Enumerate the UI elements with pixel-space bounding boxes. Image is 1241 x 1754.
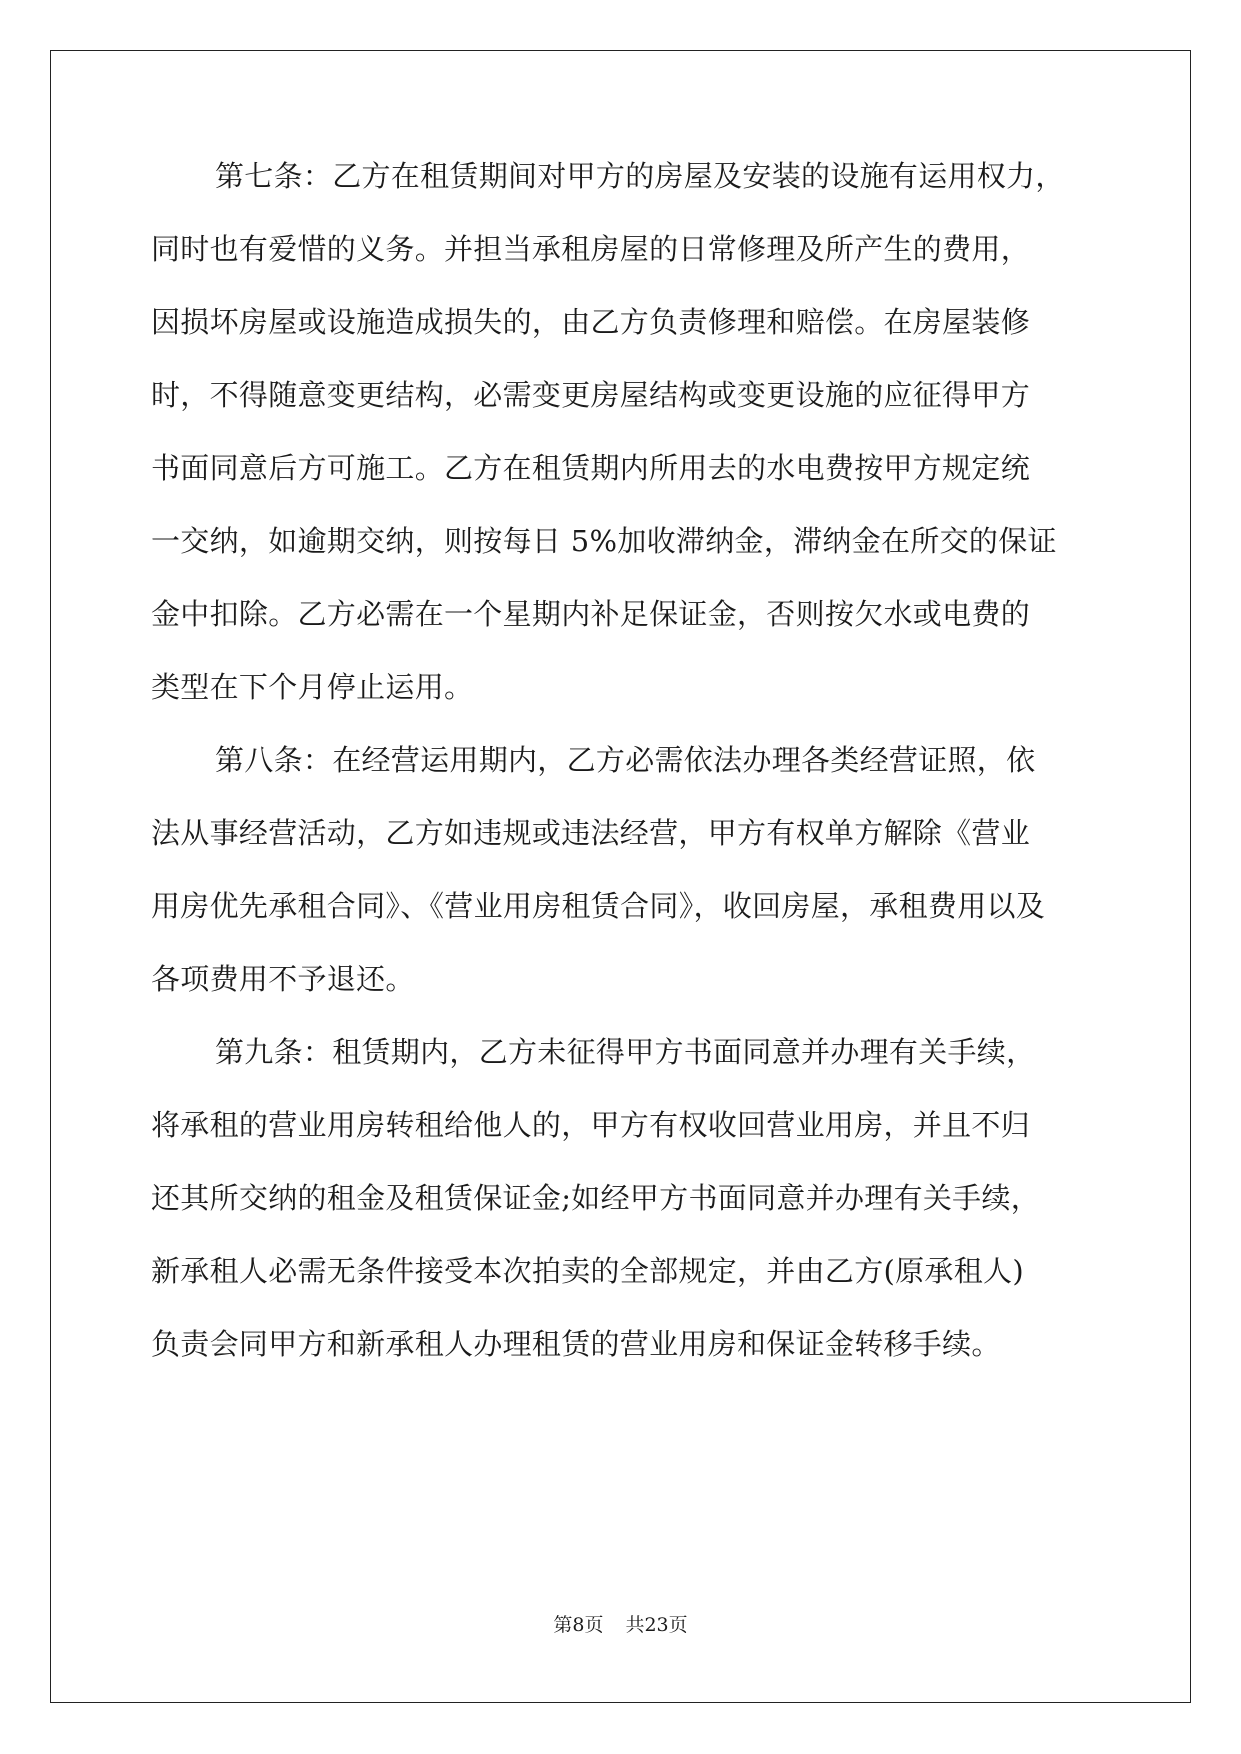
text-line: 一交纳，如逾期交纳，则按每日 5%加收滞纳金，滞纳金在所交的保证 <box>151 524 1057 558</box>
text-line: 第七条：乙方在租赁期间对甲方的房屋及安装的设施有运用权力， <box>215 159 1065 193</box>
text-line: 时，不得随意变更结构，必需变更房屋结构或变更设施的应征得甲方 <box>151 378 1031 412</box>
text-line: 将承租的营业用房转租给他人的，甲方有权收回营业用房，并且不归 <box>151 1108 1031 1142</box>
text-line: 书面同意后方可施工。乙方在租赁期内所用去的水电费按甲方规定统 <box>151 451 1031 485</box>
text-line: 因损坏房屋或设施造成损失的，由乙方负责修理和赔偿。在房屋装修 <box>151 305 1031 339</box>
text-line: 同时也有爱惜的义务。并担当承租房屋的日常修理及所产生的费用， <box>151 232 1031 266</box>
text-line: 类型在下个月停止运用。 <box>151 670 474 704</box>
page-border <box>50 50 1191 1703</box>
text-line: 金中扣除。乙方必需在一个星期内补足保证金，否则按欠水或电费的 <box>151 597 1031 631</box>
text-line: 法从事经营活动，乙方如违规或违法经营，甲方有权单方解除《营业 <box>151 816 1031 850</box>
text-line: 第九条：租赁期内，乙方未征得甲方书面同意并办理有关手续， <box>215 1035 1036 1069</box>
text-line: 新承租人必需无条件接受本次拍卖的全部规定，并由乙方(原承租人) <box>151 1254 1024 1288</box>
page-number-total: 共23页 <box>625 1614 688 1636</box>
page-footer <box>0 1613 1241 1637</box>
text-line: 各项费用不予退还。 <box>151 962 415 996</box>
text-line: 用房优先承租合同》、《营业用房租赁合同》，收回房屋，承租费用以及 <box>151 889 1046 923</box>
text-line: 还其所交纳的租金及租赁保证金;如经甲方书面同意并办理有关手续， <box>151 1181 1041 1215</box>
text-line: 负责会同甲方和新承租人办理租赁的营业用房和保证金转移手续。 <box>151 1327 1001 1361</box>
text-line: 第八条：在经营运用期内，乙方必需依法办理各类经营证照，依 <box>215 743 1036 777</box>
page-number-current: 第8页 <box>553 1614 604 1636</box>
